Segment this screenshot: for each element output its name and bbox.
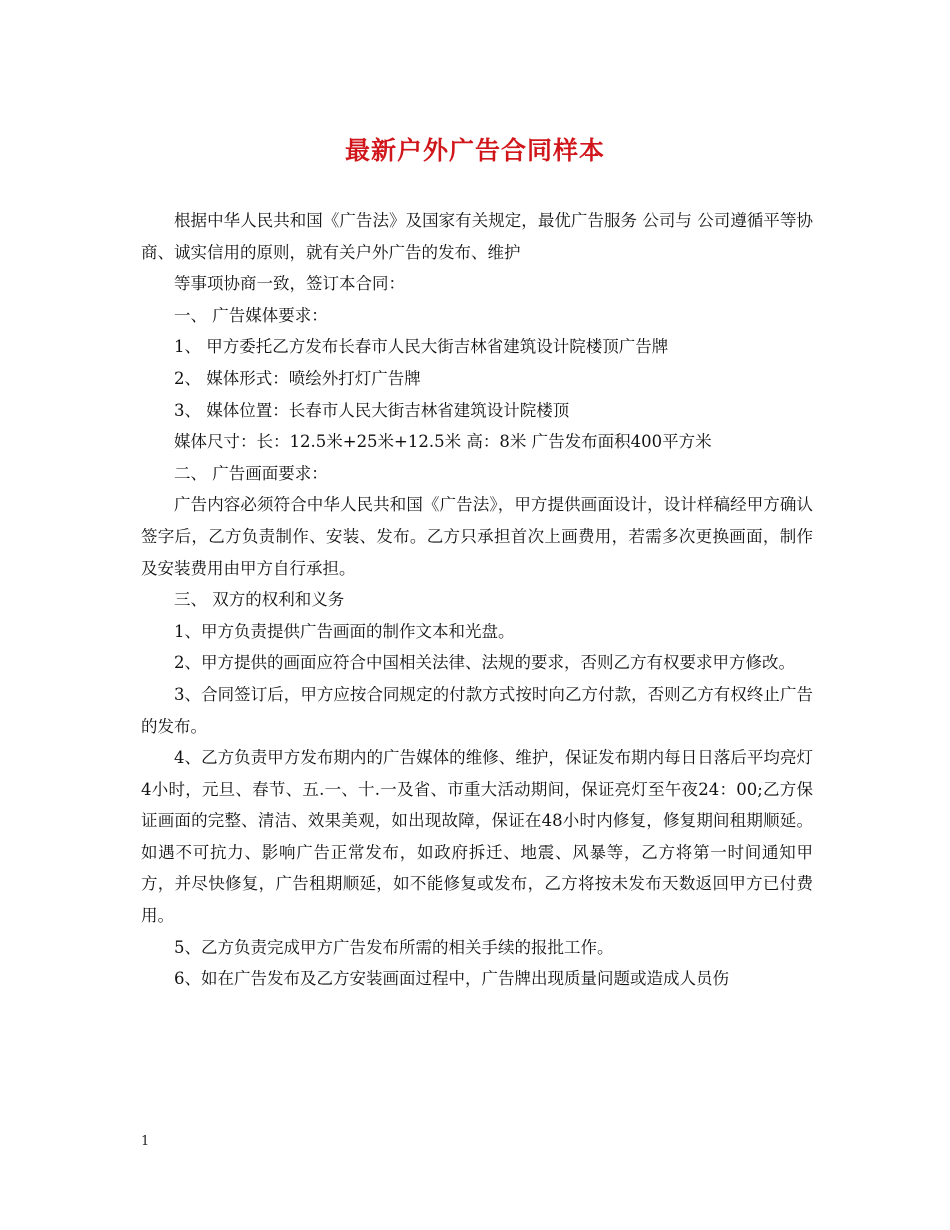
list-item: 3、 媒体位置：长春市人民大街吉林省建筑设计院楼顶 (174, 400, 570, 420)
paragraph: 广告内容必须符合中华人民共和国《广告法》，甲方提供画面设计，设计样稿经甲方确认签字后，乙方负责制作、安装、发布。乙方只承担首次上画费用，若需多次更换画面，制作及安装费用由甲方自行承担。 (141, 495, 813, 578)
paragraph-intro-continued: 等事项协商一致，签订本合同： (174, 274, 405, 294)
list-item: 6、如在广告发布及乙方安装画面过程中，广告牌出现质量问题或造成人员伤 (174, 969, 729, 989)
section-heading-3: 三、 双方的权利和义务 (174, 590, 345, 610)
list-item: 2、甲方提供的画面应符合中国相关法律、法规的要求，否则乙方有权要求甲方修改。 (174, 653, 795, 673)
section-heading-1: 一、 广告媒体要求： (174, 305, 328, 325)
list-item: 4、乙方负责甲方发布期内的广告媒体的维修、维护，保证发布期内每日日落后平均亮灯4小时，元旦、春节、五.一、十.一及省、市重大活动期间，保证亮灯至午夜24：00;乙方保证画面的完整、清洁、效果美观，如出现故障，保证在48小时内修复，修复期间租期顺延。如遇不可抗力、影响广告正常发布，如政府拆迁、地震、风暴等，乙方将第一时间通知甲方，并尽快修复，广告租期顺延，如不能修复或发布，乙方将按未发布天数返回甲方已付费用。 (141, 748, 813, 926)
list-item: 2、 媒体形式：喷绘外打灯广告牌 (174, 368, 421, 388)
paragraph-intro: 根据中华人民共和国《广告法》及国家有关规定，最优广告服务 公司与 公司遵循平等协商、诚实信用的原则，就有关户外广告的发布、维护 (141, 211, 813, 262)
list-item: 3、合同签订后，甲方应按合同规定的付款方式按时向乙方付款，否则乙方有权终止广告的发布。 (141, 684, 813, 736)
list-item: 1、 甲方委托乙方发布长春市人民大街吉林省建筑设计院楼顶广告牌 (174, 337, 669, 357)
document-body (141, 205, 813, 995)
list-item: 5、乙方负责完成甲方广告发布所需的相关手续的报批工作。 (174, 937, 614, 957)
list-item: 1、甲方负责提供广告画面的制作文本和光盘。 (174, 621, 515, 641)
document-title: 最新户外广告合同样本 (344, 136, 605, 165)
page-number: 1 (141, 1134, 150, 1149)
media-size-line: 媒体尺寸：长：12.5米+25米+12.5米 高：8米 广告发布面积400平方米 (174, 432, 712, 452)
section-heading-2: 二、 广告画面要求： (174, 463, 328, 483)
